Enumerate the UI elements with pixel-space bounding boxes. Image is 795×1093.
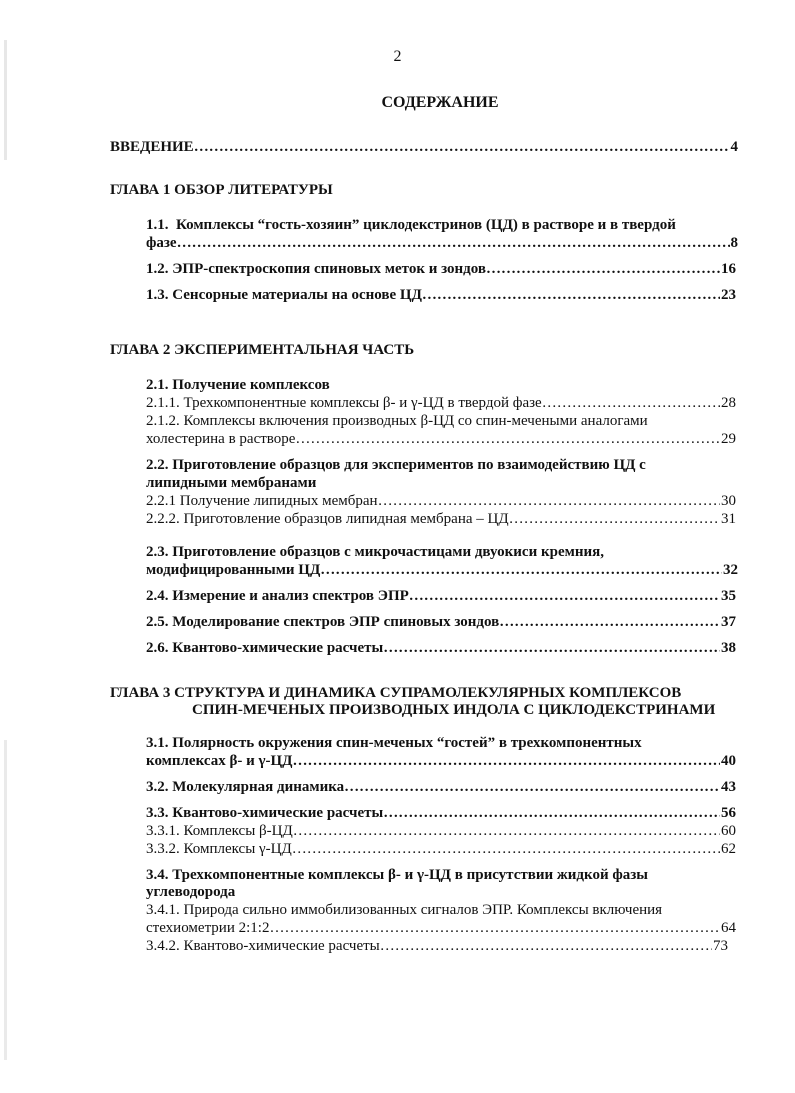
section-title: 2.1.1. Трехкомпонентные комплексы β- и γ-ЦД в твердой фазе: [146, 395, 542, 411]
dot-leader: [344, 778, 720, 796]
page-number: 2: [393, 48, 402, 65]
toc-entry-label: ВВЕДЕНИЕ: [110, 139, 194, 155]
dot-leader: [542, 394, 720, 412]
dot-leader: [320, 561, 722, 579]
section-title: 3.4.2. Квантово-химические расчеты: [146, 938, 380, 954]
dot-leader: [409, 587, 720, 605]
toc-entry-2-1-2-line1[interactable]: 2.1.2. Комплексы включения производных β-ЦД со спин-мечеными аналогами: [146, 413, 648, 429]
dot-leader: [486, 260, 720, 278]
toc-entry-2-4[interactable]: [146, 587, 736, 605]
toc-page-number: 73: [713, 938, 728, 954]
chapter-3-heading-line2: СПИН-МЕЧЕНЫХ ПРОИЗВОДНЫХ ИНДОЛА С ЦИКЛОДЕКСТРИНАМИ: [192, 702, 716, 718]
dot-leader: [378, 492, 720, 510]
toc-page-number: 60: [721, 823, 736, 839]
dot-leader: [422, 286, 720, 304]
dot-leader: [293, 752, 721, 770]
toc-entry-2-1-1[interactable]: [146, 394, 736, 412]
scan-edge-mark: [4, 740, 7, 1060]
dot-leader: [269, 919, 720, 937]
toc-entry-1-1-line2[interactable]: [146, 234, 738, 252]
toc-entry-1-3[interactable]: [146, 286, 736, 304]
section-title: 2.5. Моделирование спектров ЭПР спиновых зондов: [146, 614, 500, 630]
section-title: 1.2. ЭПР-спектроскопия спиновых меток и зондов: [146, 261, 486, 277]
toc-entry-2-3-line2[interactable]: [146, 561, 738, 579]
toc-entry-2-1-2-line2[interactable]: [146, 430, 736, 448]
section-title-cont: фазе: [146, 235, 177, 251]
toc-page-number: 56: [721, 805, 736, 821]
section-title: 3.3.1. Комплексы β-ЦД: [146, 823, 293, 839]
chapter-3-heading-line1: ГЛАВА 3 СТРУКТУРА И ДИНАМИКА СУПРАМОЛЕКУЛЯРНЫХ КОМПЛЕКСОВ: [110, 685, 682, 701]
chapter-1-heading: ГЛАВА 1 ОБЗОР ЛИТЕРАТУРЫ: [110, 182, 333, 198]
dot-leader: [177, 234, 730, 252]
toc-page-number: 4: [730, 139, 738, 155]
toc-page-number: 16: [721, 261, 736, 277]
toc-entry-2-2-line1[interactable]: 2.2. Приготовление образцов для экспериментов по взаимодействию ЦД с: [146, 457, 646, 473]
toc-entry-1-1-line1[interactable]: [146, 216, 676, 234]
toc-page-number: 23: [721, 287, 736, 303]
toc-entry-3-1-line2[interactable]: [146, 752, 736, 770]
section-title-cont: холестерина в растворе: [146, 431, 296, 447]
dot-leader: [509, 510, 720, 528]
toc-entry-2-1[interactable]: 2.1. Получение комплексов: [146, 377, 330, 393]
dot-leader: [292, 840, 720, 858]
section-title-cont: комплексах β- и γ-ЦД: [146, 753, 293, 769]
toc-page-number: 64: [721, 920, 736, 936]
toc-entry-2-2-1[interactable]: [146, 492, 736, 510]
toc-page-number: 28: [721, 395, 736, 411]
page-title: СОДЕРЖАНИЕ: [381, 94, 499, 111]
toc-page-number: 29: [721, 431, 736, 447]
dot-leader: [383, 639, 720, 657]
section-title: 2.2.2. Приготовление образцов липидная мембрана – ЦД: [146, 511, 509, 527]
toc-entry-3-2[interactable]: [146, 778, 736, 796]
toc-entry-3-4-line2[interactable]: углеводорода: [146, 884, 236, 900]
toc-entry-intro[interactable]: [110, 138, 738, 156]
chapter-2-heading: ГЛАВА 2 ЭКСПЕРИМЕНТАЛЬНАЯ ЧАСТЬ: [110, 342, 415, 358]
toc-page-number: 32: [723, 562, 738, 578]
section-number: 1.1.: [146, 217, 169, 233]
dot-leader: [380, 937, 712, 955]
dot-leader: [194, 138, 730, 156]
toc-entry-1-2[interactable]: [146, 260, 736, 278]
toc-page-number: 38: [721, 640, 736, 656]
toc-entry-3-4-1-line2[interactable]: [146, 919, 736, 937]
toc-entry-3-4-line1[interactable]: 3.4. Трехкомпонентные комплексы β- и γ-ЦД в присутствии жидкой фазы: [146, 867, 648, 883]
toc-entry-2-6[interactable]: [146, 639, 736, 657]
toc-page-number: 62: [721, 841, 736, 857]
section-title: 3.3.2. Комплексы γ-ЦД: [146, 841, 292, 857]
section-title: 3.2. Молекулярная динамика: [146, 779, 345, 795]
section-title: Комплексы “гость-хозяин” циклодекстринов (ЦД) в растворе и в твердой: [176, 217, 676, 233]
dot-leader: [293, 822, 720, 840]
section-title: 3.3. Квантово-химические расчеты: [146, 805, 384, 821]
section-title: 2.6. Квантово-химические расчеты: [146, 640, 384, 656]
toc-entry-3-3-1[interactable]: [146, 822, 736, 840]
section-title-cont: стехиометрии 2:1:2: [146, 920, 270, 936]
toc-entry-3-3-2[interactable]: [146, 840, 736, 858]
toc-page-number: 30: [721, 493, 736, 509]
section-title: 2.4. Измерение и анализ спектров ЭПР: [146, 588, 409, 604]
section-title: 2.2.1 Получение липидных мембран: [146, 493, 378, 509]
dot-leader: [499, 613, 720, 631]
section-title-cont: модифицированными ЦД: [146, 562, 321, 578]
toc-page-number: 37: [721, 614, 736, 630]
toc-entry-3-1-line1[interactable]: 3.1. Полярность окружения спин-меченых “гостей” в трехкомпонентных: [146, 735, 642, 751]
toc-entry-2-2-line2[interactable]: липидными мембранами: [146, 475, 317, 491]
toc-entry-2-3-line1[interactable]: 2.3. Приготовление образцов с микрочастицами двуокиси кремния,: [146, 544, 604, 560]
toc-entry-2-2-2[interactable]: [146, 510, 736, 528]
dot-leader: [383, 804, 720, 822]
toc-page-number: 40: [721, 753, 736, 769]
toc-page-number: 43: [721, 779, 736, 795]
toc-entry-3-3[interactable]: [146, 804, 736, 822]
toc-page-number: 35: [721, 588, 736, 604]
toc-page-number: 8: [730, 235, 738, 251]
toc-page-number: 31: [721, 511, 736, 527]
section-title: 1.3. Сенсорные материалы на основе ЦД: [146, 287, 422, 303]
toc-entry-3-4-2[interactable]: [146, 937, 728, 955]
toc-entry-3-4-1-line1[interactable]: 3.4.1. Природа сильно иммобилизованных сигналов ЭПР. Комплексы включения: [146, 902, 663, 918]
dot-leader: [295, 430, 720, 448]
toc-entry-2-5[interactable]: [146, 613, 736, 631]
